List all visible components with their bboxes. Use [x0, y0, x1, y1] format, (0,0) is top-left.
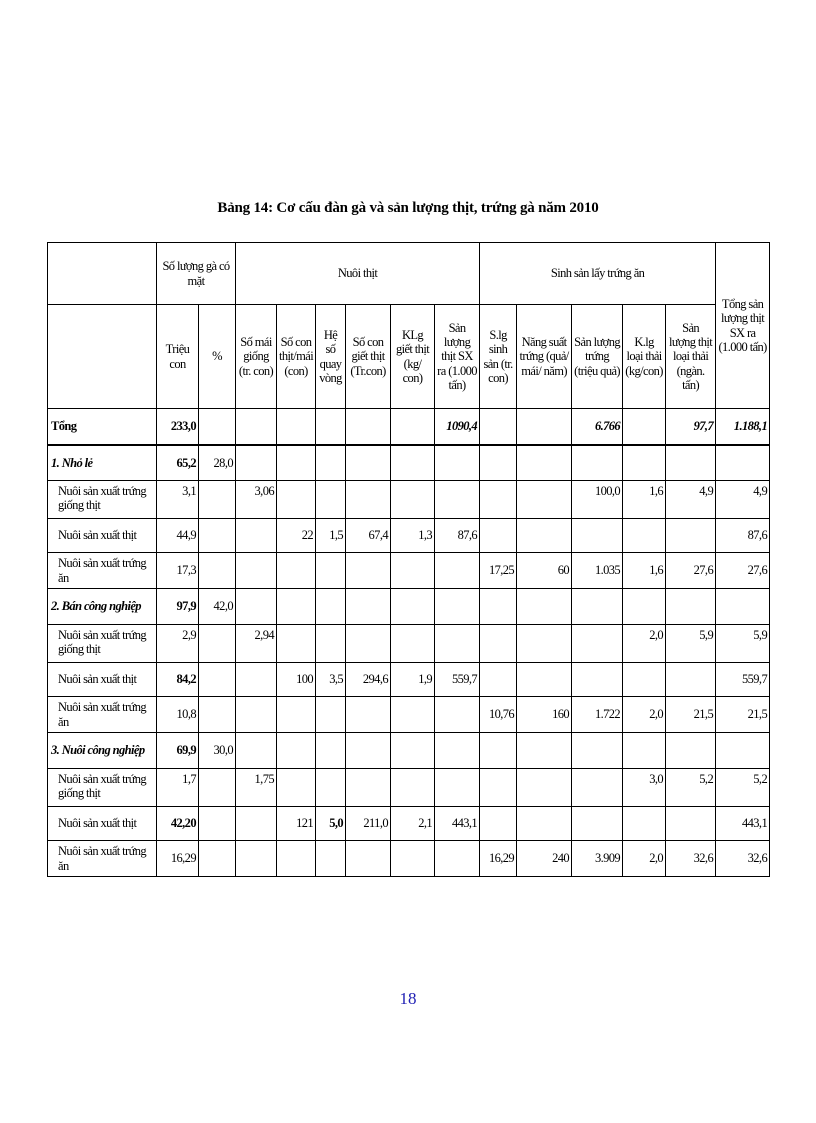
column-header: KLg giết thịt (kg/ con): [391, 305, 435, 409]
header-group-meat: Nuôi thịt: [236, 243, 480, 305]
table-cell: 1.722: [572, 697, 623, 733]
table-cell: [517, 663, 572, 697]
table-row: [48, 625, 770, 663]
table-cell: 44,9: [157, 519, 199, 553]
table-cell: [199, 625, 236, 663]
header-total-meat: Tổng sản lượng thịt SX ra (1.000 tấn): [716, 243, 770, 409]
table-cell: [199, 697, 236, 733]
table-row: [48, 481, 770, 519]
table-cell: [572, 807, 623, 841]
column-header: %: [199, 305, 236, 409]
table-cell: [236, 409, 277, 445]
table-cell: 121: [277, 807, 316, 841]
table-cell: [236, 663, 277, 697]
table-cell: [346, 553, 391, 589]
table-cell: [572, 589, 623, 625]
table-cell: [435, 733, 480, 769]
table-cell: [480, 807, 517, 841]
table-cell: [517, 589, 572, 625]
table-cell: 3.909: [572, 841, 623, 877]
table-cell: 1.035: [572, 553, 623, 589]
row-label: Nuôi sản xuất trứng ăn: [48, 697, 157, 733]
column-header: Số con giết thịt (Tr.con): [346, 305, 391, 409]
table-cell: [716, 445, 770, 481]
table-cell: 42,20: [157, 807, 199, 841]
column-header: Hệ số quay vòng: [316, 305, 346, 409]
row-label: Nuôi sản xuất trứng giống thịt: [48, 481, 157, 519]
table-cell: [277, 445, 316, 481]
table-cell: [391, 589, 435, 625]
header-group-count: Số lượng gà có mặt: [157, 243, 236, 305]
table-cell: [236, 841, 277, 877]
table-cell: [199, 841, 236, 877]
table-cell: [236, 697, 277, 733]
table-cell: 17,25: [480, 553, 517, 589]
column-header: Năng suất trứng (quả/ mái/ năm): [517, 305, 572, 409]
table-row: [48, 663, 770, 697]
column-header: Số con thịt/mái (con): [277, 305, 316, 409]
table-cell: [277, 589, 316, 625]
table-cell: [236, 519, 277, 553]
table-cell: 16,29: [157, 841, 199, 877]
table-cell: 27,6: [716, 553, 770, 589]
table-cell: [391, 445, 435, 481]
table-cell: [199, 807, 236, 841]
table-cell: [435, 553, 480, 589]
table-cell: [277, 697, 316, 733]
table-cell: [316, 553, 346, 589]
table-cell: 233,0: [157, 409, 199, 445]
table-cell: 87,6: [716, 519, 770, 553]
table-cell: [666, 807, 716, 841]
table-cell: [623, 663, 666, 697]
table-cell: 21,5: [716, 697, 770, 733]
table-cell: [236, 445, 277, 481]
table-cell: 6.766: [572, 409, 623, 445]
table-cell: [277, 841, 316, 877]
table-row: [48, 445, 770, 481]
table-cell: 65,2: [157, 445, 199, 481]
table-cell: [435, 841, 480, 877]
table-row: [48, 807, 770, 841]
table-cell: [277, 553, 316, 589]
table-cell: 21,5: [666, 697, 716, 733]
table-cell: 1,75: [236, 769, 277, 807]
table-row: [48, 519, 770, 553]
table-cell: 2,1: [391, 807, 435, 841]
table-cell: 97,7: [666, 409, 716, 445]
table-cell: [199, 769, 236, 807]
table-cell: 2,94: [236, 625, 277, 663]
table-cell: [480, 625, 517, 663]
column-header: Sản lượng thịt loại thải (ngàn. tấn): [666, 305, 716, 409]
table-cell: 10,76: [480, 697, 517, 733]
table-cell: [716, 733, 770, 769]
header-group-egg: Sinh sản lấy trứng ăn: [480, 243, 716, 305]
table-row: [48, 409, 770, 445]
table-row: [48, 553, 770, 589]
table-cell: [391, 409, 435, 445]
table-cell: 1,7: [157, 769, 199, 807]
table-cell: [277, 733, 316, 769]
table-cell: 10,8: [157, 697, 199, 733]
table-cell: [391, 733, 435, 769]
table-cell: [517, 519, 572, 553]
table-row: [48, 589, 770, 625]
table-cell: [391, 481, 435, 519]
table-cell: 5,2: [716, 769, 770, 807]
row-label: 1. Nhỏ lẻ: [48, 445, 157, 481]
table-cell: 1090,4: [435, 409, 480, 445]
table-cell: [623, 409, 666, 445]
column-header: K.lg loại thải (kg/con): [623, 305, 666, 409]
table-cell: 32,6: [666, 841, 716, 877]
table-cell: [199, 409, 236, 445]
table-cell: [623, 519, 666, 553]
table-cell: [346, 733, 391, 769]
table-row: [48, 733, 770, 769]
table-cell: [391, 841, 435, 877]
table-cell: 16,29: [480, 841, 517, 877]
table-cell: [572, 445, 623, 481]
table-cell: 97,9: [157, 589, 199, 625]
table-cell: [480, 409, 517, 445]
table-cell: [346, 589, 391, 625]
table-cell: 100,0: [572, 481, 623, 519]
table-cell: 5,9: [716, 625, 770, 663]
table-cell: [346, 481, 391, 519]
table-cell: [316, 697, 346, 733]
table-cell: 87,6: [435, 519, 480, 553]
table-cell: [480, 663, 517, 697]
table-cell: 27,6: [666, 553, 716, 589]
table-cell: [517, 807, 572, 841]
column-header: Sản lượng trứng (triệu quả): [572, 305, 623, 409]
table-cell: 5,0: [316, 807, 346, 841]
table-cell: [236, 589, 277, 625]
table-cell: 5,2: [666, 769, 716, 807]
table-cell: [391, 625, 435, 663]
table-cell: 1.188,1: [716, 409, 770, 445]
column-header: S.lg sinh sản (tr. con): [480, 305, 517, 409]
table-cell: 443,1: [435, 807, 480, 841]
row-label: Nuôi sản xuất thịt: [48, 663, 157, 697]
table-cell: 2,0: [623, 841, 666, 877]
table-cell: 2,0: [623, 697, 666, 733]
table-cell: [236, 733, 277, 769]
table-cell: 69,9: [157, 733, 199, 769]
page-number: 18: [399, 989, 417, 1008]
table-cell: [517, 445, 572, 481]
row-label: Nuôi sản xuất trứng giống thịt: [48, 625, 157, 663]
table-cell: [316, 841, 346, 877]
table-cell: [480, 733, 517, 769]
table-cell: [666, 589, 716, 625]
row-label: 2. Bán công nghiệp: [48, 589, 157, 625]
table-cell: 4,9: [716, 481, 770, 519]
table-cell: [346, 625, 391, 663]
table-cell: [346, 445, 391, 481]
table-title: Bảng 14: Cơ cấu đàn gà và sản lượng thịt, trứng gà năm 2010: [217, 200, 599, 216]
table-cell: [480, 445, 517, 481]
table-cell: 60: [517, 553, 572, 589]
table-cell: 4,9: [666, 481, 716, 519]
table-cell: [346, 409, 391, 445]
table-cell: 3,5: [316, 663, 346, 697]
table-cell: [623, 589, 666, 625]
table-cell: [623, 807, 666, 841]
table-cell: 2,0: [623, 625, 666, 663]
table-cell: 443,1: [716, 807, 770, 841]
table-cell: [316, 445, 346, 481]
table-cell: [199, 481, 236, 519]
row-label: Nuôi sản xuất thịt: [48, 519, 157, 553]
corner-cell: [48, 243, 157, 305]
table-cell: [572, 733, 623, 769]
table-cell: 160: [517, 697, 572, 733]
table-cell: 3,0: [623, 769, 666, 807]
table-row: [48, 697, 770, 733]
table-cell: [199, 519, 236, 553]
table-cell: [435, 625, 480, 663]
table-cell: 84,2: [157, 663, 199, 697]
row-label: 3. Nuôi công nghiệp: [48, 733, 157, 769]
table-cell: 28,0: [199, 445, 236, 481]
table-cell: [517, 769, 572, 807]
table-cell: [277, 769, 316, 807]
row-label: Nuôi sản xuất trứng giống thịt: [48, 769, 157, 807]
table-cell: [517, 409, 572, 445]
table-cell: [236, 807, 277, 841]
table-cell: [316, 481, 346, 519]
corner-cell-2: [48, 305, 157, 409]
table-cell: [316, 625, 346, 663]
row-label: Nuôi sản xuất thịt: [48, 807, 157, 841]
table-cell: 211,0: [346, 807, 391, 841]
table-cell: [316, 589, 346, 625]
table-cell: [480, 519, 517, 553]
table-cell: [277, 625, 316, 663]
row-label: Nuôi sản xuất trứng ăn: [48, 841, 157, 877]
table-cell: [480, 589, 517, 625]
table-cell: 3,06: [236, 481, 277, 519]
table-cell: [346, 697, 391, 733]
table-cell: [435, 589, 480, 625]
table-cell: [517, 481, 572, 519]
table-cell: [316, 769, 346, 807]
table-cell: [623, 733, 666, 769]
table-cell: [316, 733, 346, 769]
table-cell: [572, 769, 623, 807]
table-cell: [572, 625, 623, 663]
table-cell: [435, 481, 480, 519]
table-cell: [391, 769, 435, 807]
table-cell: 1,5: [316, 519, 346, 553]
table-cell: [666, 733, 716, 769]
table-cell: [623, 445, 666, 481]
table-cell: 67,4: [346, 519, 391, 553]
table-cell: 1,3: [391, 519, 435, 553]
table-cell: 2,9: [157, 625, 199, 663]
table-cell: [199, 663, 236, 697]
table-cell: [391, 697, 435, 733]
data-table: [47, 242, 770, 877]
table-row: [48, 841, 770, 877]
table-cell: [435, 445, 480, 481]
table-cell: [517, 733, 572, 769]
column-header: Triệu con: [157, 305, 199, 409]
table-cell: [666, 519, 716, 553]
table-cell: 22: [277, 519, 316, 553]
table-cell: [435, 697, 480, 733]
table-cell: [480, 769, 517, 807]
column-header: Số mái giống (tr. con): [236, 305, 277, 409]
table-cell: 559,7: [716, 663, 770, 697]
table-row: [48, 769, 770, 807]
table-cell: 42,0: [199, 589, 236, 625]
table-cell: 3,1: [157, 481, 199, 519]
table-cell: [572, 663, 623, 697]
table-cell: [666, 445, 716, 481]
table-cell: 1,6: [623, 553, 666, 589]
column-header: Sản lượng thịt SX ra (1.000 tấn): [435, 305, 480, 409]
table-cell: 17,3: [157, 553, 199, 589]
table-cell: 5,9: [666, 625, 716, 663]
table-cell: 559,7: [435, 663, 480, 697]
table-cell: 30,0: [199, 733, 236, 769]
row-label: Tổng: [48, 409, 157, 445]
table-cell: [199, 553, 236, 589]
table-cell: [346, 841, 391, 877]
table-cell: [346, 769, 391, 807]
table-cell: [716, 589, 770, 625]
table-cell: 1,6: [623, 481, 666, 519]
table-cell: 100: [277, 663, 316, 697]
row-label: Nuôi sản xuất trứng ăn: [48, 553, 157, 589]
table-cell: [435, 769, 480, 807]
table-cell: [517, 625, 572, 663]
table-cell: 240: [517, 841, 572, 877]
table-cell: 294,6: [346, 663, 391, 697]
table-cell: [572, 519, 623, 553]
table-cell: 32,6: [716, 841, 770, 877]
table-cell: [277, 409, 316, 445]
table-cell: 1,9: [391, 663, 435, 697]
table-cell: [316, 409, 346, 445]
table-cell: [277, 481, 316, 519]
table-cell: [666, 663, 716, 697]
table-cell: [391, 553, 435, 589]
table-cell: [480, 481, 517, 519]
table-cell: [236, 553, 277, 589]
